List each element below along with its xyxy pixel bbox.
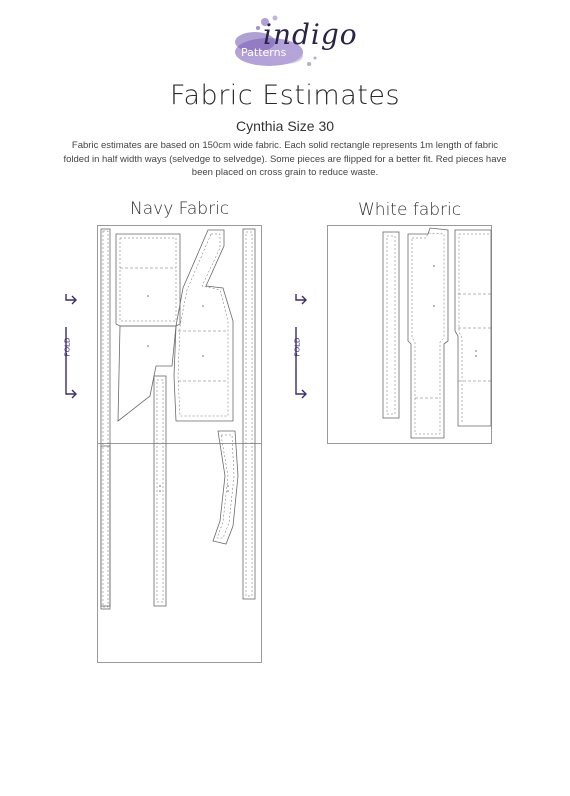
estimate-description: Fabric estimates are based on 150cm wide fabric. Each solid rectangle represents 1m length of fabric folded in half width ways (selvedge to selvedge). Some pieces are flipped for a better fit. Red pieces have been placed on cross grain to reduce waste. (63, 140, 507, 178)
logo-wordmark: indigo (263, 18, 358, 51)
navy-fabric-title: Navy Fabric (130, 199, 230, 219)
navy-fold-label: FOLD (63, 337, 72, 357)
page-title: Fabric Estimates (169, 80, 401, 111)
logo-subtitle: Patterns (241, 46, 287, 59)
white-fabric-layout (327, 225, 492, 444)
white-fabric-title: White fabric (358, 200, 462, 220)
white-fold-label: FOLD (293, 337, 302, 357)
navy-pattern-pieces (98, 226, 261, 662)
pattern-size-subtitle: Cynthia Size 30 (235, 118, 335, 134)
indigo-patterns-logo (225, 12, 358, 74)
navy-fabric-layout (97, 225, 262, 663)
white-pattern-pieces (328, 226, 491, 443)
